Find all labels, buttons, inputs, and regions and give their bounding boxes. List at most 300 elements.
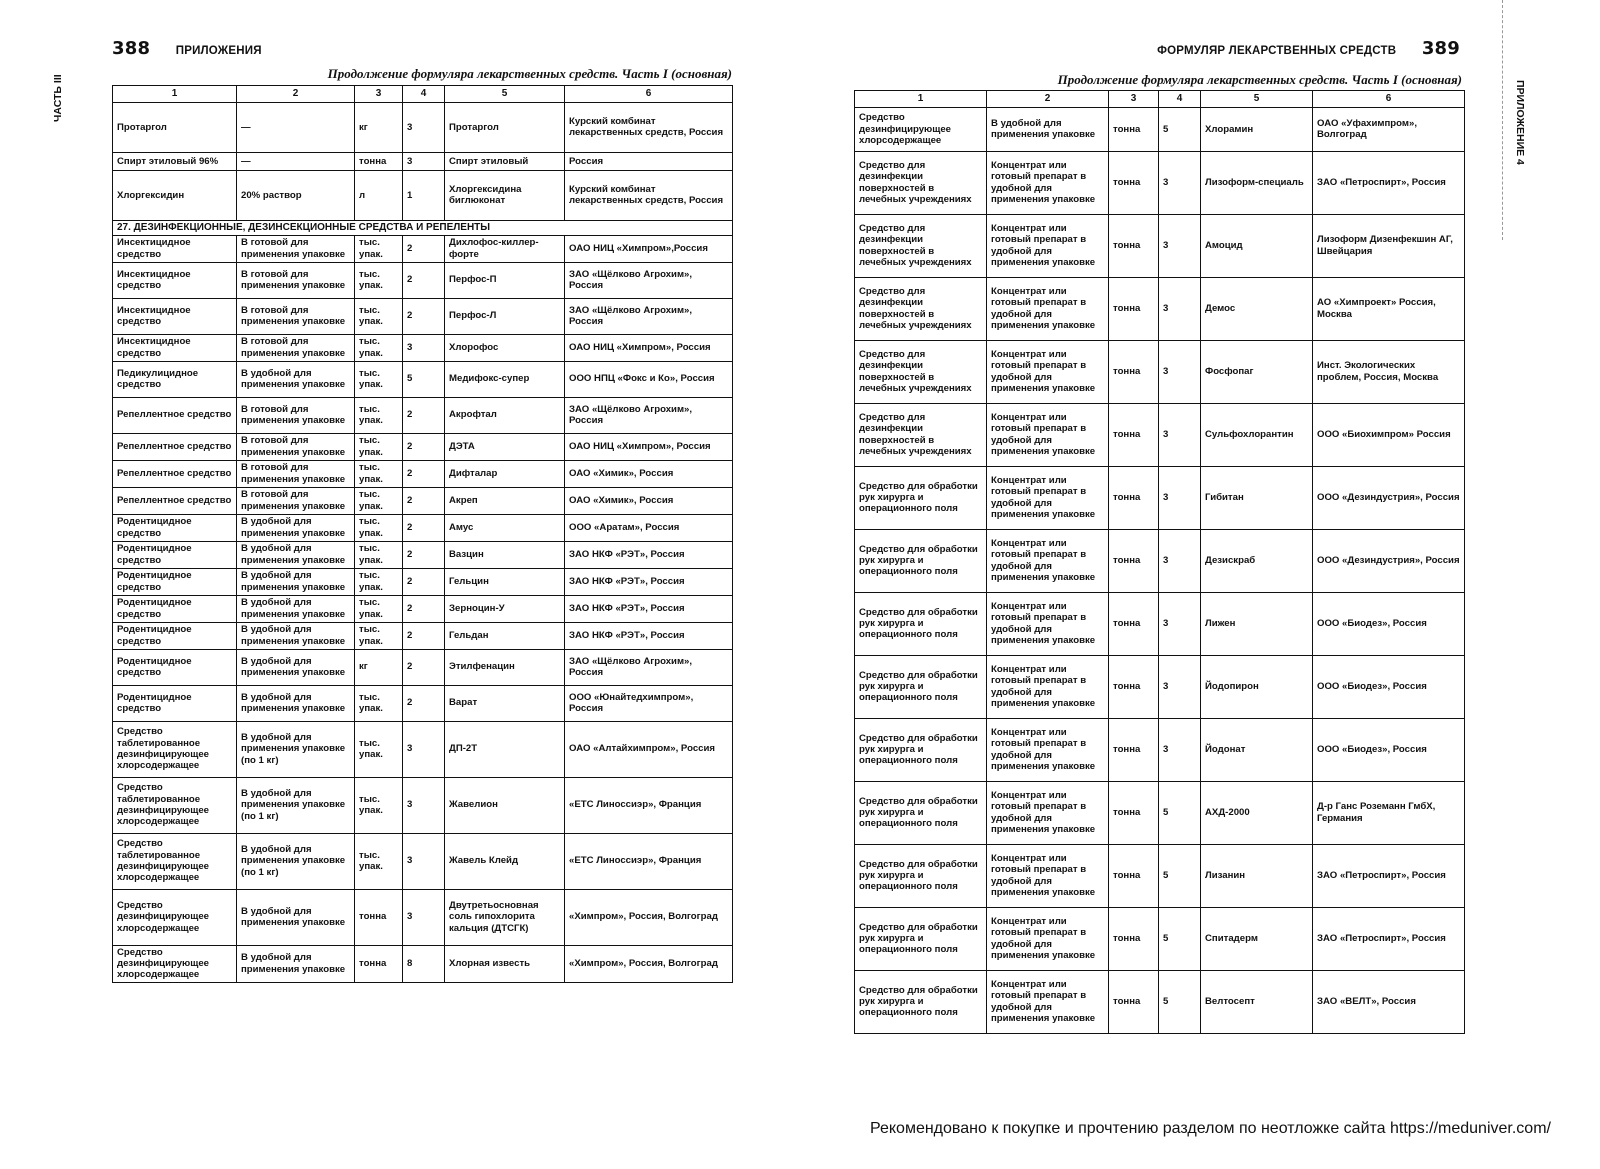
column-header: 4 <box>403 86 445 103</box>
table-cell: тонна <box>1109 970 1159 1033</box>
table-cell: тонна <box>1109 403 1159 466</box>
table-row <box>855 529 1465 592</box>
table-cell: Средство для обработки рук хирурга и операционного поля <box>855 592 987 655</box>
table-cell: Концентрат или готовый препарат в удобной для применения упаковке <box>987 277 1109 340</box>
table-cell: В готовой для применения упаковке <box>237 433 355 460</box>
table-row <box>855 277 1465 340</box>
table-cell: «ЕТС Линоссиэр», Франция <box>565 777 733 833</box>
table-cell: Лизоформ-специаль <box>1201 151 1313 214</box>
table-row <box>855 970 1465 1033</box>
table-cell: Протаргол <box>445 102 565 152</box>
right-header-row <box>855 91 1465 108</box>
table-row <box>855 655 1465 718</box>
right-running-head <box>1157 38 1460 59</box>
table-cell: 3 <box>1159 592 1201 655</box>
table-cell: 2 <box>403 487 445 514</box>
table-row <box>113 721 733 777</box>
table-cell: Вазцин <box>445 541 565 568</box>
left-formulary-table <box>112 85 733 983</box>
right-page <box>830 0 1600 1169</box>
table-row <box>855 403 1465 466</box>
table-cell: В удобной для применения упаковке <box>237 541 355 568</box>
table-cell: 5 <box>1159 781 1201 844</box>
table-cell: Д-р Ганс Роземанн ГмбХ, Германия <box>1313 781 1465 844</box>
table-cell: Педикулицидное средство <box>113 361 237 397</box>
table-cell: ОАО НИЦ «Химпром», Россия <box>565 433 733 460</box>
table-cell: Средство дезинфицирующее хлорсодержащее <box>113 889 237 945</box>
table-cell: Жавель Клейд <box>445 833 565 889</box>
table-cell: Курский комбинат лекарственных средств, Россия <box>565 102 733 152</box>
table-cell: тыс. упак. <box>355 777 403 833</box>
table-cell: ООО «Дезиндустрия», Россия <box>1313 529 1465 592</box>
table-cell: Средство таблетированное дезинфицирующее хлорсодержащее <box>113 721 237 777</box>
table-cell: 3 <box>403 102 445 152</box>
table-cell: кг <box>355 649 403 685</box>
table-cell: ООО «Юнайтедхимпром», Россия <box>565 685 733 721</box>
table-cell: 3 <box>1159 403 1201 466</box>
table-cell: 2 <box>403 433 445 460</box>
table-row <box>113 298 733 334</box>
right-table-caption: Продолжение формуляра лекарственных средств. Часть I (основная) <box>1057 72 1462 87</box>
table-cell: Перфос-Л <box>445 298 565 334</box>
table-cell: В удобной для применения упаковке <box>237 889 355 945</box>
table-cell: «ЕТС Линоссиэр», Франция <box>565 833 733 889</box>
table-cell: ООО «Биодез», Россия <box>1313 592 1465 655</box>
table-cell: Средство для обработки рук хирурга и операционного поля <box>855 781 987 844</box>
table-cell: «Химпром», Россия, Волгоград <box>565 889 733 945</box>
table-cell: В готовой для применения упаковке <box>237 487 355 514</box>
left-table-caption: Продолжение формуляра лекарственных средств. Часть I (основная) <box>327 66 732 81</box>
table-cell: 3 <box>403 833 445 889</box>
table-cell: 3 <box>1159 340 1201 403</box>
table-cell: ЗАО «Петроспирт», Россия <box>1313 151 1465 214</box>
table-cell: тыс. упак. <box>355 460 403 487</box>
table-cell: Спирт этиловый <box>445 152 565 170</box>
table-cell: Демос <box>1201 277 1313 340</box>
table-cell: тонна <box>1109 340 1159 403</box>
table-row <box>113 685 733 721</box>
table-cell: Средство дезинфицирующее хлорсодержащее <box>855 107 987 151</box>
table-cell: В готовой для применения упаковке <box>237 262 355 298</box>
table-row <box>113 622 733 649</box>
table-cell: тыс. упак. <box>355 568 403 595</box>
table-cell: ООО «Биохимпром» Россия <box>1313 403 1465 466</box>
table-cell: тонна <box>1109 781 1159 844</box>
table-cell: ЗАО «Щёлково Агрохим», Россия <box>565 397 733 433</box>
table-row <box>855 107 1465 151</box>
table-cell: тонна <box>1109 529 1159 592</box>
table-cell: тонна <box>1109 214 1159 277</box>
table-cell: Родентицидное средство <box>113 568 237 595</box>
table-cell: ООО «Биодез», Россия <box>1313 718 1465 781</box>
table-cell: Средство для обработки рук хирурга и операционного поля <box>855 970 987 1033</box>
table-cell: Россия <box>565 152 733 170</box>
table-cell: Велтосепт <box>1201 970 1313 1033</box>
table-row <box>113 833 733 889</box>
table-cell: 3 <box>1159 529 1201 592</box>
table-cell: тонна <box>1109 277 1159 340</box>
table-cell: ЗАО «ВЕЛТ», Россия <box>1313 970 1465 1033</box>
table-cell: Концентрат или готовый препарат в удобной для применения упаковке <box>987 466 1109 529</box>
table-cell: 2 <box>403 397 445 433</box>
column-header: 5 <box>1201 91 1313 108</box>
table-cell: Лизанин <box>1201 844 1313 907</box>
table-row <box>113 568 733 595</box>
table-cell: Средство для обработки рук хирурга и операционного поля <box>855 718 987 781</box>
table-cell: Дихлофос-киллер-форте <box>445 235 565 262</box>
table-cell: тыс. упак. <box>355 721 403 777</box>
table-row <box>855 907 1465 970</box>
table-cell: Хлоргексидина биглюконат <box>445 170 565 220</box>
table-cell: тонна <box>355 945 403 982</box>
table-cell: В готовой для применения упаковке <box>237 334 355 361</box>
table-cell: В удобной для применения упаковке <box>237 514 355 541</box>
table-cell: Родентицидное средство <box>113 649 237 685</box>
table-row <box>113 541 733 568</box>
table-row <box>855 592 1465 655</box>
table-cell: Родентицидное средство <box>113 514 237 541</box>
table-row <box>113 262 733 298</box>
table-cell: Концентрат или готовый препарат в удобной для применения упаковке <box>987 340 1109 403</box>
table-cell: Концентрат или готовый препарат в удобной для применения упаковке <box>987 781 1109 844</box>
table-cell: Концентрат или готовый препарат в удобной для применения упаковке <box>987 214 1109 277</box>
table-row <box>113 433 733 460</box>
column-header: 6 <box>565 86 733 103</box>
table-cell: ЗАО НКФ «РЭТ», Россия <box>565 568 733 595</box>
table-cell: ОАО «Химик», Россия <box>565 460 733 487</box>
table-cell: ОАО НИЦ «Химпром», Россия <box>565 334 733 361</box>
right-formulary-table <box>854 90 1465 1034</box>
table-cell: ОАО «Химик», Россия <box>565 487 733 514</box>
table-cell: ОАО «Алтайхимпром», Россия <box>565 721 733 777</box>
table-cell: тыс. упак. <box>355 622 403 649</box>
table-cell: Перфос-П <box>445 262 565 298</box>
table-row <box>113 102 733 152</box>
table-row <box>855 844 1465 907</box>
table-cell: 2 <box>403 595 445 622</box>
table-cell: тыс. упак. <box>355 487 403 514</box>
table-cell: Средство таблетированное дезинфицирующее хлорсодержащее <box>113 777 237 833</box>
table-cell: Йодопирон <box>1201 655 1313 718</box>
table-cell: ЗАО «Щёлково Агрохим», Россия <box>565 649 733 685</box>
table-cell: 5 <box>1159 907 1201 970</box>
table-cell: Репеллентное средство <box>113 487 237 514</box>
table-cell: ДП-2Т <box>445 721 565 777</box>
column-header: 4 <box>1159 91 1201 108</box>
column-header: 6 <box>1313 91 1465 108</box>
right-page-number: 389 <box>1421 38 1460 59</box>
table-cell: Концентрат или готовый препарат в удобной для применения упаковке <box>987 844 1109 907</box>
table-cell: Йодонат <box>1201 718 1313 781</box>
table-row <box>113 889 733 945</box>
table-cell: В удобной для применения упаковке <box>237 945 355 982</box>
table-cell: Двутретьосновная соль гипохлорита кальция (ДТСГК) <box>445 889 565 945</box>
table-cell: Гельдан <box>445 622 565 649</box>
table-cell: 3 <box>1159 655 1201 718</box>
column-header: 2 <box>237 86 355 103</box>
section-title: 27. ДЕЗИНФЕКЦИОННЫЕ, ДЕЗИНСЕКЦИОННЫЕ СРЕДСТВА И РЕПЕЛЕНТЫ <box>113 220 733 235</box>
table-cell: 3 <box>403 889 445 945</box>
left-header-row <box>113 86 733 103</box>
table-cell: 2 <box>403 298 445 334</box>
table-cell: 3 <box>403 334 445 361</box>
table-cell: тыс. упак. <box>355 361 403 397</box>
column-header: 2 <box>987 91 1109 108</box>
table-cell: тыс. упак. <box>355 514 403 541</box>
left-page <box>0 0 790 1169</box>
table-cell: Амус <box>445 514 565 541</box>
table-cell: 3 <box>1159 718 1201 781</box>
table-cell: В готовой для применения упаковке <box>237 460 355 487</box>
table-cell: 5 <box>403 361 445 397</box>
table-cell: Концентрат или готовый препарат в удобной для применения упаковке <box>987 529 1109 592</box>
table-cell: Инсектицидное средство <box>113 262 237 298</box>
table-row <box>113 152 733 170</box>
table-cell: 20% раствор <box>237 170 355 220</box>
table-cell: 2 <box>403 649 445 685</box>
table-cell: Средство для дезинфекции поверхностей в лечебных учреждениях <box>855 340 987 403</box>
table-cell: тыс. упак. <box>355 833 403 889</box>
table-cell: В удобной для применения упаковке (по 1 кг) <box>237 777 355 833</box>
table-cell: 2 <box>403 262 445 298</box>
table-cell: 3 <box>403 152 445 170</box>
table-row <box>855 781 1465 844</box>
table-cell: Гельцин <box>445 568 565 595</box>
table-cell: тыс. упак. <box>355 235 403 262</box>
table-cell: тонна <box>1109 907 1159 970</box>
table-cell: Средство для обработки рук хирурга и операционного поля <box>855 466 987 529</box>
table-cell: Лижен <box>1201 592 1313 655</box>
table-cell: тыс. упак. <box>355 595 403 622</box>
table-row <box>113 595 733 622</box>
table-cell: ООО «Дезиндустрия», Россия <box>1313 466 1465 529</box>
table-cell: Средство для обработки рук хирурга и операционного поля <box>855 844 987 907</box>
table-cell: В готовой для применения упаковке <box>237 397 355 433</box>
table-cell: Концентрат или готовый препарат в удобной для применения упаковке <box>987 655 1109 718</box>
table-cell: тыс. упак. <box>355 334 403 361</box>
table-cell: Средство для обработки рук хирурга и операционного поля <box>855 907 987 970</box>
table-cell: 5 <box>1159 844 1201 907</box>
table-cell: 2 <box>403 622 445 649</box>
table-cell: — <box>237 152 355 170</box>
table-cell: тонна <box>1109 466 1159 529</box>
table-cell: В удобной для применения упаковке <box>237 685 355 721</box>
table-cell: Протаргол <box>113 102 237 152</box>
column-header: 1 <box>113 86 237 103</box>
table-cell: Родентицидное средство <box>113 595 237 622</box>
table-cell: Средство для дезинфекции поверхностей в лечебных учреждениях <box>855 214 987 277</box>
table-cell: Средство для обработки рук хирурга и операционного поля <box>855 529 987 592</box>
table-cell: Родентицидное средство <box>113 541 237 568</box>
table-cell: 1 <box>403 170 445 220</box>
table-cell: В удобной для применения упаковке (по 1 кг) <box>237 721 355 777</box>
table-cell: тыс. упак. <box>355 397 403 433</box>
table-cell: Средство таблетированное дезинфицирующее хлорсодержащее <box>113 833 237 889</box>
table-cell: В удобной для применения упаковке <box>237 622 355 649</box>
table-cell: Репеллентное средство <box>113 460 237 487</box>
table-cell: тыс. упак. <box>355 685 403 721</box>
left-running-head <box>112 38 262 59</box>
table-cell: Концентрат или готовый препарат в удобной для применения упаковке <box>987 718 1109 781</box>
table-cell: Спирт этиловый 96% <box>113 152 237 170</box>
table-cell: ЗАО НКФ «РЭТ», Россия <box>565 622 733 649</box>
table-cell: Варат <box>445 685 565 721</box>
table-cell: Акрофтал <box>445 397 565 433</box>
table-cell: Спитадерм <box>1201 907 1313 970</box>
table-cell: Хлоргексидин <box>113 170 237 220</box>
table-row <box>855 214 1465 277</box>
section-row <box>113 220 733 235</box>
table-cell: Средство для дезинфекции поверхностей в лечебных учреждениях <box>855 151 987 214</box>
left-side-tab: ЧАСТЬ III <box>52 74 64 122</box>
table-cell: 2 <box>403 568 445 595</box>
table-cell: Медифокс-супер <box>445 361 565 397</box>
table-row <box>855 718 1465 781</box>
table-cell: ЗАО «Щёлково Агрохим», Россия <box>565 262 733 298</box>
table-cell: 2 <box>403 235 445 262</box>
table-row <box>113 487 733 514</box>
right-margin-rule <box>1502 0 1503 240</box>
table-cell: ДЭТА <box>445 433 565 460</box>
table-cell: тыс. упак. <box>355 262 403 298</box>
table-cell: В готовой для применения упаковке <box>237 235 355 262</box>
table-cell: тыс. упак. <box>355 433 403 460</box>
footer-recommendation: Рекомендовано к покупке и прочтению разделом по неотложке сайта https://meduniver.com/ <box>870 1120 1551 1137</box>
table-cell: ООО «Биодез», Россия <box>1313 655 1465 718</box>
table-cell: В удобной для применения упаковке <box>987 107 1109 151</box>
table-cell: Хлорофос <box>445 334 565 361</box>
table-cell: Жавелион <box>445 777 565 833</box>
table-row <box>855 466 1465 529</box>
table-cell: 2 <box>403 514 445 541</box>
table-cell: Этилфенацин <box>445 649 565 685</box>
table-cell: ОАО «Уфахимпром», Волгоград <box>1313 107 1465 151</box>
table-cell: 3 <box>1159 466 1201 529</box>
table-cell: Концентрат или готовый препарат в удобной для применения упаковке <box>987 907 1109 970</box>
column-header: 3 <box>1109 91 1159 108</box>
table-cell: «Химпром», Россия, Волгоград <box>565 945 733 982</box>
table-cell: Концентрат или готовый препарат в удобной для применения упаковке <box>987 970 1109 1033</box>
table-row <box>113 170 733 220</box>
table-cell: В удобной для применения упаковке <box>237 361 355 397</box>
table-cell: Средство дезинфицирующее хлорсодержащее <box>113 945 237 982</box>
table-row <box>113 334 733 361</box>
table-cell: Хлорамин <box>1201 107 1313 151</box>
table-cell: ООО «Аратам», Россия <box>565 514 733 541</box>
table-row <box>113 460 733 487</box>
table-cell: — <box>237 102 355 152</box>
table-cell: 3 <box>1159 277 1201 340</box>
table-cell: тонна <box>1109 844 1159 907</box>
table-cell: В удобной для применения упаковке (по 1 кг) <box>237 833 355 889</box>
table-cell: Инсектицидное средство <box>113 334 237 361</box>
left-page-number: 388 <box>112 38 151 59</box>
table-cell: 8 <box>403 945 445 982</box>
table-row <box>113 235 733 262</box>
table-cell: тонна <box>355 152 403 170</box>
table-cell: Концентрат или готовый препарат в удобной для применения упаковке <box>987 592 1109 655</box>
table-cell: 5 <box>1159 107 1201 151</box>
table-cell: ЗАО НКФ «РЭТ», Россия <box>565 541 733 568</box>
table-cell: ОАО НИЦ «Химпром»,Россия <box>565 235 733 262</box>
table-cell: Репеллентное средство <box>113 397 237 433</box>
left-section-name: ПРИЛОЖЕНИЯ <box>175 45 262 57</box>
right-section-name: ФОРМУЛЯР ЛЕКАРСТВЕННЫХ СРЕДСТВ <box>1157 45 1397 57</box>
table-cell: Дифталар <box>445 460 565 487</box>
table-cell: ЗАО «Петроспирт», Россия <box>1313 844 1465 907</box>
table-row <box>113 649 733 685</box>
table-cell: Хлорная известь <box>445 945 565 982</box>
table-cell: Средство для дезинфекции поверхностей в лечебных учреждениях <box>855 403 987 466</box>
table-cell: Концентрат или готовый препарат в удобной для применения упаковке <box>987 151 1109 214</box>
column-header: 1 <box>855 91 987 108</box>
table-cell: 3 <box>1159 214 1201 277</box>
table-cell: Инсектицидное средство <box>113 235 237 262</box>
table-cell: кг <box>355 102 403 152</box>
table-cell: 5 <box>1159 970 1201 1033</box>
table-row <box>113 777 733 833</box>
table-cell: Амоцид <box>1201 214 1313 277</box>
table-cell: ООО НПЦ «Фокс и Ко», Россия <box>565 361 733 397</box>
table-cell: Родентицидное средство <box>113 685 237 721</box>
table-cell: тонна <box>1109 592 1159 655</box>
table-cell: ЗАО НКФ «РЭТ», Россия <box>565 595 733 622</box>
table-cell: Зерноцин-У <box>445 595 565 622</box>
table-cell: 3 <box>1159 151 1201 214</box>
table-cell: тонна <box>355 889 403 945</box>
table-cell: Дезискраб <box>1201 529 1313 592</box>
table-row <box>113 397 733 433</box>
table-row <box>855 340 1465 403</box>
table-cell: Концентрат или готовый препарат в удобной для применения упаковке <box>987 403 1109 466</box>
table-cell: Инст. Экологических проблем, Россия, Москва <box>1313 340 1465 403</box>
table-cell: В удобной для применения упаковке <box>237 568 355 595</box>
right-side-tab: ПРИЛОЖЕНИЕ 4 <box>1514 80 1526 165</box>
table-cell: АО «Химпроект» Россия, Москва <box>1313 277 1465 340</box>
column-header: 3 <box>355 86 403 103</box>
table-cell: 2 <box>403 685 445 721</box>
table-row <box>113 514 733 541</box>
table-cell: Средство для дезинфекции поверхностей в лечебных учреждениях <box>855 277 987 340</box>
table-cell: Инсектицидное средство <box>113 298 237 334</box>
table-cell: Гибитан <box>1201 466 1313 529</box>
column-header: 5 <box>445 86 565 103</box>
table-cell: В удобной для применения упаковке <box>237 595 355 622</box>
table-cell: В готовой для применения упаковке <box>237 298 355 334</box>
table-cell: Репеллентное средство <box>113 433 237 460</box>
table-cell: Лизоформ Дизенфекшин АГ, Швейцария <box>1313 214 1465 277</box>
table-cell: тонна <box>1109 107 1159 151</box>
table-row <box>855 151 1465 214</box>
table-cell: тыс. упак. <box>355 541 403 568</box>
table-cell: тыс. упак. <box>355 298 403 334</box>
table-cell: тонна <box>1109 655 1159 718</box>
table-cell: 2 <box>403 460 445 487</box>
table-cell: АХД-2000 <box>1201 781 1313 844</box>
table-cell: Фосфопаг <box>1201 340 1313 403</box>
table-cell: Сульфохлорантин <box>1201 403 1313 466</box>
table-cell: Курский комбинат лекарственных средств, Россия <box>565 170 733 220</box>
table-row <box>113 361 733 397</box>
table-cell: ЗАО «Щёлково Агрохим», Россия <box>565 298 733 334</box>
table-cell: л <box>355 170 403 220</box>
table-cell: Средство для обработки рук хирурга и операционного поля <box>855 655 987 718</box>
table-cell: Акреп <box>445 487 565 514</box>
table-cell: Родентицидное средство <box>113 622 237 649</box>
table-cell: ЗАО «Петроспирт», Россия <box>1313 907 1465 970</box>
table-cell: тонна <box>1109 151 1159 214</box>
table-cell: тонна <box>1109 718 1159 781</box>
